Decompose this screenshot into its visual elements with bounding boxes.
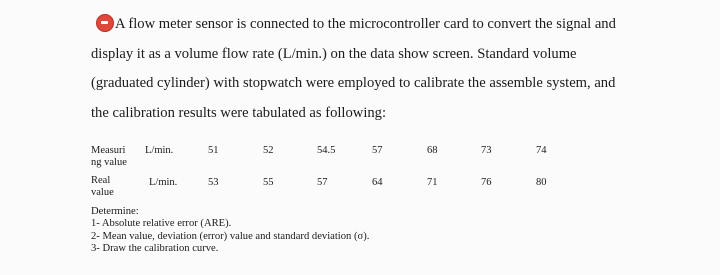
table-cell: 64 (372, 177, 383, 188)
table-cell: 51 (208, 145, 219, 156)
table-cell: 53 (208, 177, 219, 188)
row-label-measuring: Measuri (91, 145, 126, 156)
determine-item: 3- Draw the calibration curve. (91, 243, 219, 255)
table-cell: 57 (317, 177, 328, 188)
table-cell: 73 (481, 145, 492, 156)
row-label-measuring-cont: ng value (91, 157, 127, 168)
table-cell: 80 (536, 177, 547, 188)
determine-item: 1- Absolute relative error (ARE). (91, 218, 232, 230)
determine-item: 2- Mean value, deviation (error) value and standard deviation (σ). (91, 230, 370, 242)
problem-line: A flow meter sensor is connected to the microcontroller card to convert the signal and (115, 16, 616, 32)
table-cell: 57 (372, 145, 383, 156)
problem-line: display it as a volume flow rate (L/min.) on the data show screen. Standard volume (91, 45, 577, 62)
determine-section (91, 206, 369, 256)
table-cell: 76 (481, 177, 492, 188)
table-cell: 74 (536, 145, 547, 156)
row-label-real-cont: value (91, 187, 114, 198)
unit-cell: L/min. (149, 177, 178, 188)
unit-cell: L/min. (145, 145, 174, 156)
problem-line: (graduated cylinder) with stopwatch were employed to calibrate the assemble system, and (91, 75, 616, 91)
row-label-real: Real (91, 175, 111, 186)
problem-line: the calibration results were tabulated as following: (91, 104, 387, 121)
table-cell: 54.5 (317, 145, 336, 156)
table-cell: 52 (263, 145, 274, 156)
table-cell: 68 (427, 145, 438, 156)
table-cell: 71 (427, 177, 438, 188)
problem-statement (91, 10, 691, 128)
table-cell: 55 (263, 177, 274, 188)
determine-heading: Determine: (91, 206, 139, 217)
